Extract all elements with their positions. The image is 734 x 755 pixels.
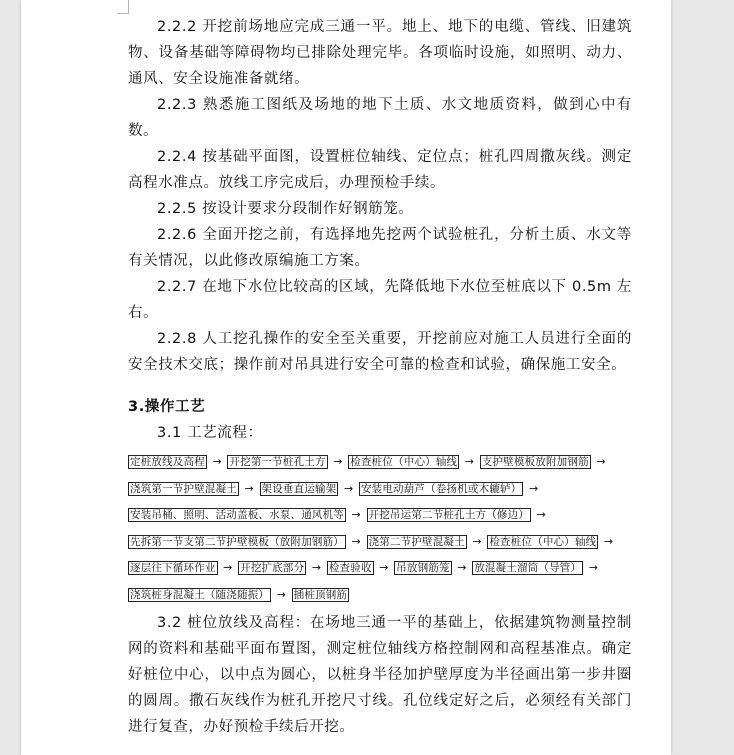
subsection-3-1-title: 3.1 工艺流程： bbox=[157, 425, 263, 441]
flow-step: 开挖扩底部分 bbox=[240, 562, 305, 574]
flow-arrow: → bbox=[311, 561, 322, 574]
flow-step: 安装吊桶、照明、活动盖板、水泵、通风机等 bbox=[130, 509, 344, 521]
paragraph-2-2-3: 2.2.3 熟悉施工图纸及场地的地下土质、水文地质资料，做到心中有数。 bbox=[128, 97, 632, 139]
flow-step: 浇筑第一节护壁混凝土 bbox=[130, 482, 237, 495]
flow-arrow: → bbox=[351, 534, 361, 548]
flow-step: 浇第二节护壁混凝土 bbox=[368, 535, 465, 548]
flow-arrow: → bbox=[464, 455, 475, 468]
flow-arrow: → bbox=[588, 561, 599, 574]
flow-step: 插桩顶钢筋 bbox=[293, 588, 348, 601]
flow-step: 开挖吊运第二节桩孔土方（修边） bbox=[368, 509, 530, 521]
flow-step: 安装电动葫芦（卷扬机或木辘轳） bbox=[360, 482, 522, 495]
flow-arrow: → bbox=[596, 455, 606, 468]
paragraph-2-2-2: 2.2.2 开挖前场地应完成三通一平。地上、地下的电缆、管线、旧建筑物、设备基础等障碍物均已排除处理完毕。各项临时设施，如照明、动力、通风、安全设施准备就绪。 bbox=[128, 19, 632, 87]
flow-step: 浇筑桩身混凝土（随浇随振） bbox=[130, 588, 270, 601]
scrollbar-track[interactable] bbox=[706, 0, 734, 755]
flow-arrow: → bbox=[223, 561, 233, 574]
document-page bbox=[21, 0, 671, 755]
flow-step: 定桩放线及高程 bbox=[130, 456, 205, 468]
paragraph-2-2-8: 2.2.8 人工挖孔操作的安全至关重要，开挖前应对施工人员进行全面的安全技术交底；操作前对吊具进行安全可靠的检查和试验，确保施工安全。 bbox=[128, 331, 632, 373]
flow-arrow: → bbox=[343, 481, 354, 495]
flow-arrow: → bbox=[536, 508, 546, 521]
flow-arrow: → bbox=[276, 587, 287, 601]
flow-step: 放混凝土溜筒（导管） bbox=[474, 562, 582, 574]
flow-step: 架设垂直运输架 bbox=[261, 482, 337, 495]
flow-step: 逐层往下循环作业 bbox=[130, 562, 216, 574]
page-content bbox=[128, 14, 632, 740]
flow-step: 支护壁模板放附加钢筋 bbox=[481, 456, 589, 468]
flow-arrow: → bbox=[603, 534, 614, 548]
flow-step: 先拆第一节支第二节护壁模板（放附加钢筋） bbox=[130, 535, 344, 548]
process-flow bbox=[128, 449, 632, 608]
paragraph-2-2-7: 2.2.7 在地下水位比较高的区域，先降低地下水位至桩底以下 0.5m 左右。 bbox=[128, 279, 632, 321]
flow-arrow: → bbox=[457, 561, 467, 574]
flow-step: 检查桩位（中心）轴线 bbox=[350, 456, 458, 468]
section-3-heading: 3.操作工艺 bbox=[128, 399, 206, 415]
flow-step: 检查验收 bbox=[328, 562, 372, 574]
paragraph-2-2-5: 2.2.5 按设计要求分段制作好钢筋笼。 bbox=[157, 201, 414, 217]
flow-step: 开挖第一节桩孔土方 bbox=[229, 456, 326, 468]
flow-arrow: → bbox=[244, 481, 254, 495]
paragraph-2-2-6: 2.2.6 全面开挖之前，有选择地先挖两个试验桩孔，分析土质、水文等有关情况，以此修改原编施工方案。 bbox=[128, 227, 632, 269]
paragraph-2-2-4: 2.2.4 按基础平面图，设置桩位轴线、定位点；桩孔四周撒灰线。测定高程水准点。放线工序完成后，办理预检手续。 bbox=[128, 149, 632, 191]
margin-mark bbox=[128, 0, 129, 14]
margin-mark bbox=[118, 13, 128, 14]
paragraph-3-2: 3.2 桩位放线及高程：在场地三通一平的基础上，依据建筑物测量控制网的资料和基础平面布置图，测定桩位轴线方格控制网和高程基准点。确定好桩位中心，以中点为圆心，以桩身半径加护壁厚度为半径画出第一步井圈的圆周。撒石灰线作为桩孔开挖尺寸线。孔位线定好之后，必须经有关部门进行复查，办好预检手续后开挖。 bbox=[128, 615, 632, 735]
flow-arrow: → bbox=[351, 508, 361, 521]
flow-arrow: → bbox=[212, 455, 222, 468]
flow-step: 检查桩位（中心）轴线 bbox=[489, 535, 597, 548]
flow-arrow: → bbox=[333, 455, 343, 468]
flow-arrow: → bbox=[472, 534, 482, 548]
flow-step: 吊放钢筋笼 bbox=[396, 562, 450, 574]
flow-arrow: → bbox=[379, 561, 389, 574]
flow-arrow: → bbox=[528, 481, 539, 495]
